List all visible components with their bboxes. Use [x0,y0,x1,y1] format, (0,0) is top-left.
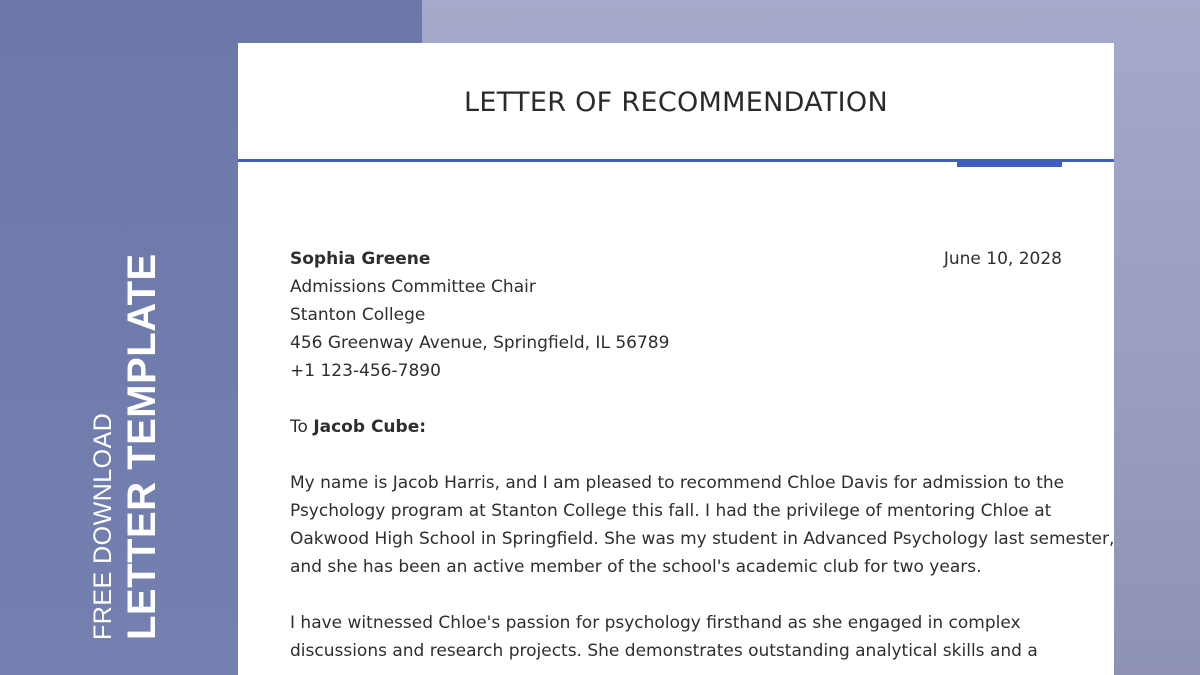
sender-name: Sophia Greene [290,249,431,269]
paragraph-line: I have witnessed Chloe's passion for psychology firsthand as she engaged in complex [290,613,1021,633]
paragraph-line: My name is Jacob Harris, and I am pleased to recommend Chloe Davis for admission to the [290,473,1065,493]
side-promo-line1: FREE DOWNLOAD [89,412,117,640]
sender-address: 456 Greenway Avenue, Springfield, IL 56789 [290,333,670,353]
sender-role: Admissions Committee Chair [290,277,536,297]
paragraph-line: Psychology program at Stanton College this fall. I had the privilege of mentoring Chloe at [290,501,1052,521]
paragraph-line: Oakwood High School in Springfield. She was my student in Advanced Psychology last semester, [290,529,1115,549]
sender-organization: Stanton College [290,305,426,325]
title-divider-accent [957,159,1062,167]
salutation-name: Jacob Cube: [313,417,427,437]
letter-date: June 10, 2028 [943,249,1062,269]
letter-body [290,245,1115,665]
sender-phone: +1 123-456-7890 [290,361,441,381]
side-promo-text [52,253,164,640]
salutation [290,413,1062,441]
paragraph-2 [290,609,1062,665]
letter-title: LETTER OF RECOMMENDATION [464,87,888,118]
salutation-prefix: To [290,417,308,437]
letter-page [238,43,1114,675]
paragraph-line: and she has been an active member of the school's academic club for two years. [290,557,982,577]
paragraph-line: discussions and research projects. She demonstrates outstanding analytical skills and a [290,641,1038,661]
side-promo-line2: LETTER TEMPLATE [120,253,164,640]
paragraph-1 [290,469,1115,581]
